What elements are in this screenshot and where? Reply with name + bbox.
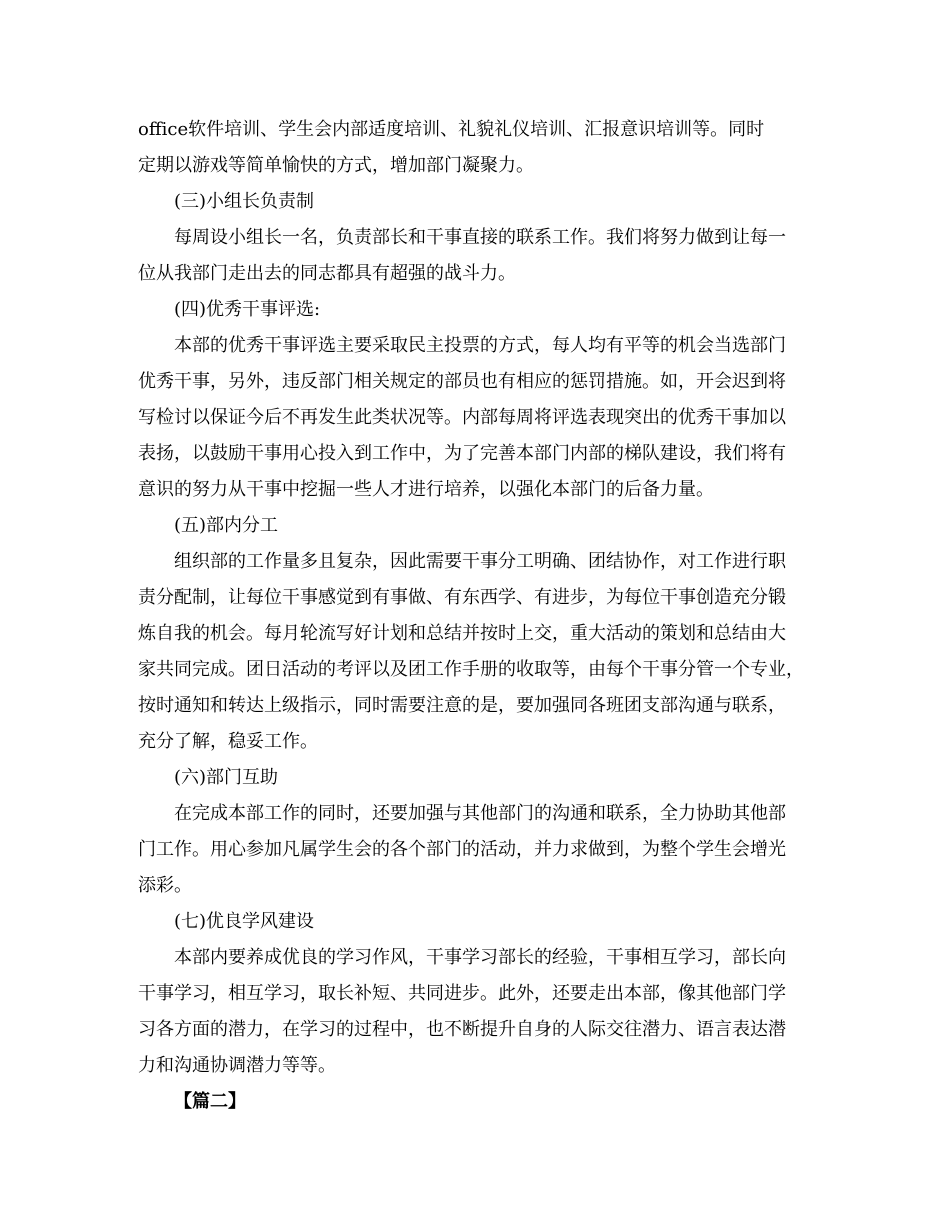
paragraph-line [0, 439, 950, 469]
paragraph-line [0, 871, 950, 901]
paragraph-line [0, 619, 950, 649]
line-text: 习各方面的潜力，在学习的过程中，也不断提升自身的人际交往潜力、语言表达潜 [138, 1019, 786, 1040]
line-text: 表扬，以鼓励干事用心投入到工作中，为了完善本部门内部的梯队建设，我们将有 [138, 443, 786, 464]
line-text: 组织部的工作量多且复杂，因此需要干事分工明确、团结协作，对工作进行职 [174, 551, 786, 572]
paragraph-line [0, 475, 950, 505]
section-heading [0, 295, 950, 325]
section-heading-text: (五)部内分工 [174, 515, 279, 536]
section-heading [0, 187, 950, 217]
line-text: 干事学习，相互学习，取长补短、共同进步。此外，还要走出本部，像其他部门学 [138, 983, 786, 1004]
line-text: 写检讨以保证今后不再发生此类状况等。内部每周将评选表现突出的优秀干事加以 [138, 407, 786, 428]
paragraph-line [0, 799, 950, 829]
part-heading-text: 【篇二】 [174, 1091, 246, 1112]
paragraph-line [0, 367, 950, 397]
section-heading-text: (三)小组长负责制 [174, 191, 315, 212]
line-text: 按时通知和转达上级指示，同时需要注意的是，要加强同各班团支部沟通与联系， [138, 695, 786, 716]
line-text: 位从我部门走出去的同志都具有超强的战斗力。 [138, 263, 516, 284]
paragraph-line [0, 151, 950, 181]
line-text: 定期以游戏等简单愉快的方式，增加部门凝聚力。 [138, 155, 534, 176]
line-text: 责分配制，让每位干事感觉到有事做、有东西学、有进步，为每位干事创造充分锻 [138, 587, 786, 608]
line-text: 添彩。 [138, 875, 192, 896]
section-heading [0, 907, 950, 937]
line-text: 意识的努力从干事中挖掘一些人才进行培养，以强化本部门的后备力量。 [138, 479, 714, 500]
line-text: 本部内要养成优良的学习作风，干事学习部长的经验，干事相互学习，部长向 [174, 947, 786, 968]
line-text: 每周设小组长一名，负责部长和干事直接的联系工作。我们将努力做到让每一 [174, 227, 786, 248]
line-text: 门工作。用心参加凡属学生会的各个部门的活动，并力求做到，为整个学生会增光 [138, 839, 786, 860]
paragraph-line [0, 691, 950, 721]
section-heading-text: (四)优秀干事评选: [174, 299, 321, 320]
paragraph-line [0, 835, 950, 865]
paragraph-line [0, 223, 950, 253]
paragraph-line [0, 259, 950, 289]
section-heading-text: (六)部门互助 [174, 767, 279, 788]
paragraph-line [0, 1051, 950, 1081]
line-text: 炼自我的机会。每月轮流写好计划和总结并按时上交，重大活动的策划和总结由大 [138, 623, 786, 644]
paragraph-line [0, 115, 950, 145]
paragraph-line [0, 1015, 950, 1045]
paragraph-line [0, 403, 950, 433]
line-text: 充分了解，稳妥工作。 [138, 731, 318, 752]
paragraph-line [0, 331, 950, 361]
line-text: 力和沟通协调潜力等等。 [138, 1055, 336, 1076]
paragraph-line [0, 583, 950, 613]
line-text: 本部的优秀干事评选主要采取民主投票的方式，每人均有平等的机会当选部门 [174, 335, 786, 356]
paragraph-line [0, 943, 950, 973]
section-heading [0, 763, 950, 793]
paragraph-line [0, 979, 950, 1009]
section-heading-text: (七)优良学风建设 [174, 911, 315, 932]
paragraph-line [0, 547, 950, 577]
line-text: office软件培训、学生会内部适度培训、礼貌礼仪培训、汇报意识培训等。同时 [138, 119, 765, 140]
section-heading [0, 511, 950, 541]
part-heading [0, 1087, 950, 1117]
line-text: 家共同完成。团日活动的考评以及团工作手册的收取等，由每个干事分管一个专业， [138, 659, 804, 680]
line-text: 在完成本部工作的同时，还要加强与其他部门的沟通和联系，全力协助其他部 [174, 803, 786, 824]
line-text: 优秀干事，另外，违反部门相关规定的部员也有相应的惩罚措施。如，开会迟到将 [138, 371, 786, 392]
paragraph-line [0, 655, 950, 685]
paragraph-line [0, 727, 950, 757]
